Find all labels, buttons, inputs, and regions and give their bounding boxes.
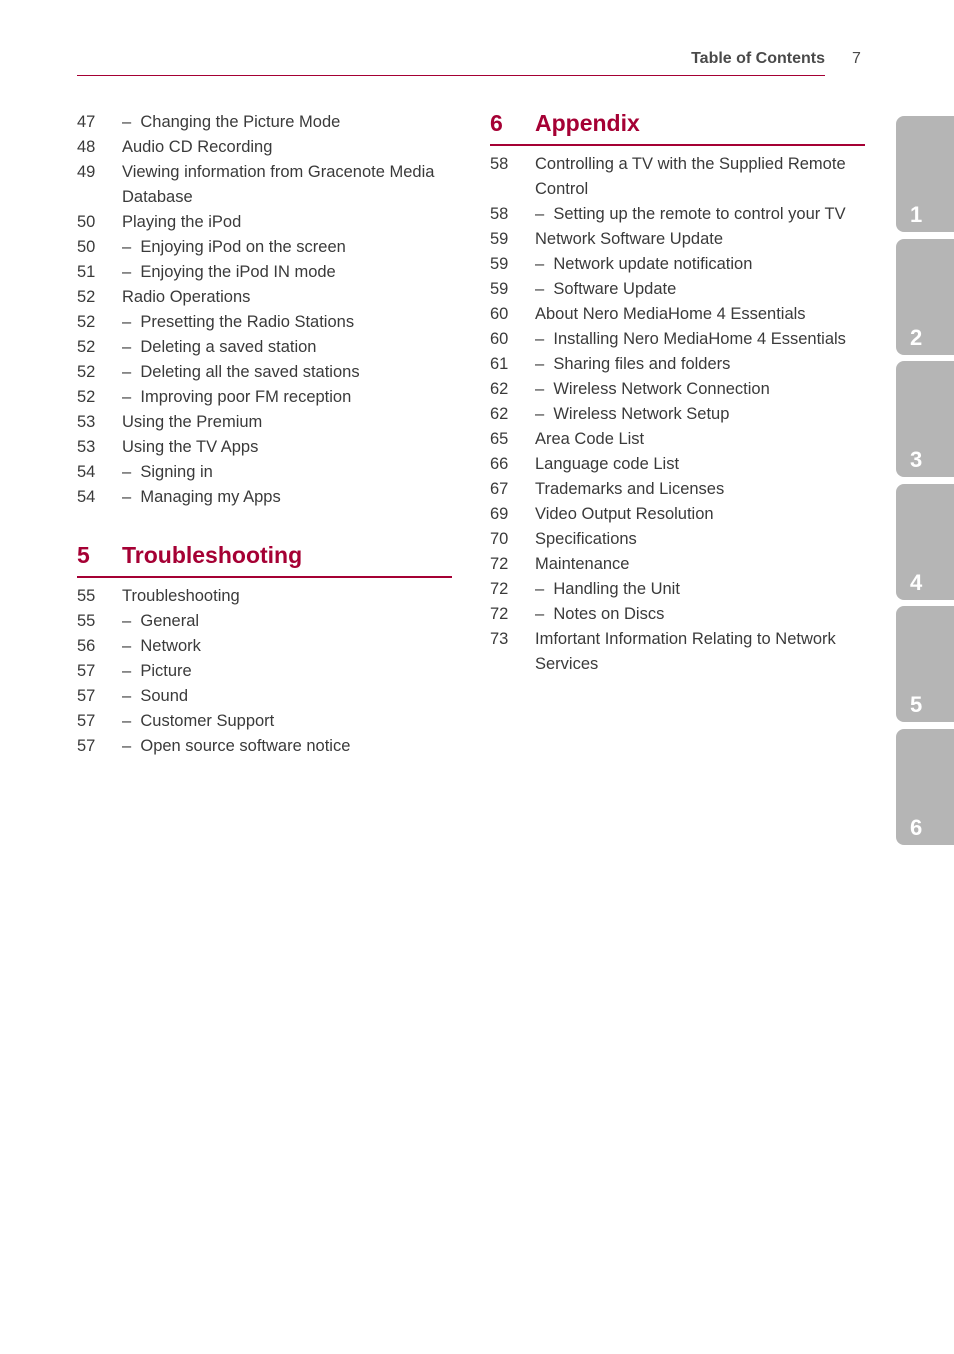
toc-subentry[interactable]	[77, 110, 452, 135]
toc-page-number: 55	[77, 612, 96, 630]
toc-entry[interactable]	[77, 210, 452, 235]
toc-entry-title: Radio Operations	[122, 288, 251, 306]
toc-entry-title: – Managing my Apps	[122, 485, 452, 510]
chapter-tab-label: 5	[910, 692, 923, 717]
chapter-tab-label: 2	[910, 324, 923, 350]
toc-page-number: 54	[77, 463, 96, 481]
toc-subentry[interactable]	[77, 734, 452, 759]
toc-subentry[interactable]	[490, 577, 865, 602]
toc-entry-title: – Sound	[122, 684, 452, 709]
chapter-tab-label: 6	[910, 814, 923, 840]
toc-subentry[interactable]	[77, 385, 452, 410]
toc-page-number: 57	[77, 662, 96, 680]
toc-page-number: 55	[77, 587, 96, 605]
page-number: 7	[852, 50, 861, 67]
toc-page-number: 53	[77, 413, 96, 431]
toc-page-number: 47	[77, 113, 96, 131]
chapter-tab-1[interactable]	[896, 116, 954, 232]
toc-entry-title: Network Software Update	[535, 230, 724, 248]
toc-entry-title: Controlling a TV with the Supplied Remote Control	[535, 155, 846, 198]
toc-subentry[interactable]	[77, 310, 452, 335]
toc-page-number: 73	[490, 630, 509, 648]
toc-page-number: 50	[77, 238, 96, 256]
toc-page-number: 58	[490, 155, 509, 173]
toc-page-number: 61	[490, 355, 509, 373]
toc-page-number: 48	[77, 138, 96, 156]
toc-page-number: 65	[490, 430, 509, 448]
toc-page-number: 59	[490, 230, 509, 248]
toc-entry[interactable]	[490, 527, 865, 552]
toc-page-number: 52	[77, 313, 96, 331]
toc-entry-title: – General	[122, 609, 452, 634]
page-header	[77, 48, 825, 76]
toc-entry-title: – Network	[122, 634, 452, 659]
toc-page-number: 52	[77, 388, 96, 406]
toc-subentry[interactable]	[490, 352, 865, 377]
toc-page-number: 52	[77, 363, 96, 381]
toc-subentry[interactable]	[77, 684, 452, 709]
toc-entry-title: – Signing in	[122, 460, 452, 485]
chapter-tab-3[interactable]	[896, 361, 954, 477]
toc-entry-title: Viewing information from Gracenote Media Database	[122, 163, 435, 206]
toc-entry[interactable]	[77, 584, 452, 609]
toc-entry-title: Video Output Resolution	[535, 505, 714, 523]
toc-page-number: 59	[490, 280, 509, 298]
toc-page-number: 60	[490, 330, 509, 348]
toc-page-number: 57	[77, 737, 96, 755]
toc-entry[interactable]	[490, 502, 865, 527]
toc-entry-title: Using the TV Apps	[122, 438, 259, 456]
chapter-tab-6[interactable]	[896, 729, 954, 845]
toc-page-number: 72	[490, 605, 509, 623]
toc-entry-title: – Wireless Network Connection	[535, 377, 865, 402]
toc-entry[interactable]	[490, 552, 865, 577]
toc-subentry[interactable]	[490, 602, 865, 627]
chapter-tab-2[interactable]	[896, 239, 954, 355]
toc-entry[interactable]	[77, 285, 452, 310]
toc-page-number: 52	[77, 288, 96, 306]
toc-entry-title: – Enjoying iPod on the screen	[122, 235, 452, 260]
toc-right-column	[490, 110, 865, 677]
toc-entry-title: – Improving poor FM reception	[122, 385, 452, 410]
toc-subentry[interactable]	[490, 402, 865, 427]
chapter-tab-5[interactable]	[896, 606, 954, 722]
toc-entry-title: – Changing the Picture Mode	[122, 110, 452, 135]
toc-entry[interactable]	[490, 427, 865, 452]
toc-left-entries	[77, 110, 452, 510]
toc-entry-title: – Customer Support	[122, 709, 452, 734]
toc-subentry[interactable]	[77, 609, 452, 634]
toc-entry-title: – Deleting a saved station	[122, 335, 452, 360]
section-number: 5	[77, 542, 90, 568]
toc-page-number: 51	[77, 263, 96, 281]
toc-subentry[interactable]	[490, 252, 865, 277]
toc-left-column	[77, 110, 452, 759]
toc-entry-title: – Enjoying the iPod IN mode	[122, 260, 452, 285]
section-number: 6	[490, 110, 503, 136]
chapter-tab-4[interactable]	[896, 484, 954, 600]
toc-entry[interactable]	[77, 135, 452, 160]
toc-entry-title: Area Code List	[535, 430, 645, 448]
toc-page-number: 50	[77, 213, 96, 231]
toc-page-number: 53	[77, 438, 96, 456]
toc-page-number: 56	[77, 637, 96, 655]
toc-subentry[interactable]	[77, 485, 452, 510]
toc-entry-title: – Wireless Network Setup	[535, 402, 865, 427]
section-title: Appendix	[535, 110, 640, 136]
toc-entry-title: – Handling the Unit	[535, 577, 865, 602]
toc-entry-title: Playing the iPod	[122, 213, 242, 231]
chapter-tab-label: 4	[910, 569, 923, 595]
toc-subentry[interactable]	[490, 377, 865, 402]
toc-page-number: 59	[490, 255, 509, 273]
toc-page-number: 72	[490, 555, 509, 573]
toc-entry[interactable]	[490, 452, 865, 477]
toc-entry-title: Maintenance	[535, 555, 630, 573]
toc-entry[interactable]	[490, 477, 865, 502]
section-title: Troubleshooting	[122, 542, 303, 568]
toc-subentry[interactable]	[77, 709, 452, 734]
toc-entry-title: Using the Premium	[122, 413, 263, 431]
toc-entry-title: Troubleshooting	[122, 587, 240, 605]
toc-entry-title: – Presetting the Radio Stations	[122, 310, 452, 335]
toc-entry-title: – Open source software notice	[122, 734, 452, 759]
toc-entry-title: – Setting up the remote to control your TV	[535, 202, 865, 227]
toc-entry-title: – Software Update	[535, 277, 865, 302]
toc-page-number: 57	[77, 687, 96, 705]
toc-page-number: 60	[490, 305, 509, 323]
toc-page-number: 70	[490, 530, 509, 548]
toc-page-number: 62	[490, 380, 509, 398]
toc-entry-title: Language code List	[535, 455, 680, 473]
toc-section-6-entries	[490, 152, 865, 677]
toc-page-number: 67	[490, 480, 509, 498]
toc-entry-title: – Sharing files and folders	[535, 352, 865, 377]
toc-entry-title: – Network update notification	[535, 252, 865, 277]
toc-page-number: 54	[77, 488, 96, 506]
toc-subentry[interactable]	[77, 335, 452, 360]
toc-entry-title: – Picture	[122, 659, 452, 684]
header-title: Table of Contents	[691, 50, 825, 67]
toc-subentry[interactable]	[77, 634, 452, 659]
chapter-tab-label: 3	[910, 447, 923, 472]
toc-section-5-entries	[77, 584, 452, 759]
toc-subentry[interactable]	[490, 202, 865, 227]
toc-subentry[interactable]	[77, 235, 452, 260]
toc-entry[interactable]	[77, 160, 452, 210]
toc-subentry[interactable]	[77, 659, 452, 684]
toc-entry[interactable]	[77, 410, 452, 435]
toc-page-number: 66	[490, 455, 509, 473]
toc-entry[interactable]	[77, 435, 452, 460]
toc-subentry[interactable]	[77, 360, 452, 385]
toc-entry[interactable]	[490, 152, 865, 202]
toc-subentry[interactable]	[490, 277, 865, 302]
toc-entry-title: – Notes on Discs	[535, 602, 865, 627]
toc-entry[interactable]	[490, 227, 865, 252]
toc-entry-title: – Installing Nero MediaHome 4 Essentials	[535, 327, 865, 352]
toc-page-number: 52	[77, 338, 96, 356]
toc-entry-title: – Deleting all the saved stations	[122, 360, 452, 385]
toc-entry-title: About Nero MediaHome 4 Essentials	[535, 305, 806, 323]
toc-page-number: 62	[490, 405, 509, 423]
toc-page-number: 72	[490, 580, 509, 598]
toc-entry-title: Trademarks and Licenses	[535, 480, 725, 498]
toc-subentry[interactable]	[77, 260, 452, 285]
toc-subentry[interactable]	[77, 460, 452, 485]
toc-page-number: 57	[77, 712, 96, 730]
toc-subentry[interactable]	[490, 327, 865, 352]
toc-page-number: 58	[490, 205, 509, 223]
chapter-tabs	[896, 116, 954, 851]
toc-page-number: 49	[77, 163, 96, 181]
toc-entry[interactable]	[490, 302, 865, 327]
toc-page-number: 69	[490, 505, 509, 523]
section-6-heading	[490, 110, 865, 146]
toc-entry-title: Specifications	[535, 530, 637, 548]
toc-entry[interactable]	[490, 627, 865, 677]
section-5-heading	[77, 542, 452, 578]
toc-entry-title: Imfortant Information Relating to Network Services	[535, 630, 836, 673]
chapter-tab-label: 1	[910, 202, 923, 227]
toc-entry-title: Audio CD Recording	[122, 138, 273, 156]
